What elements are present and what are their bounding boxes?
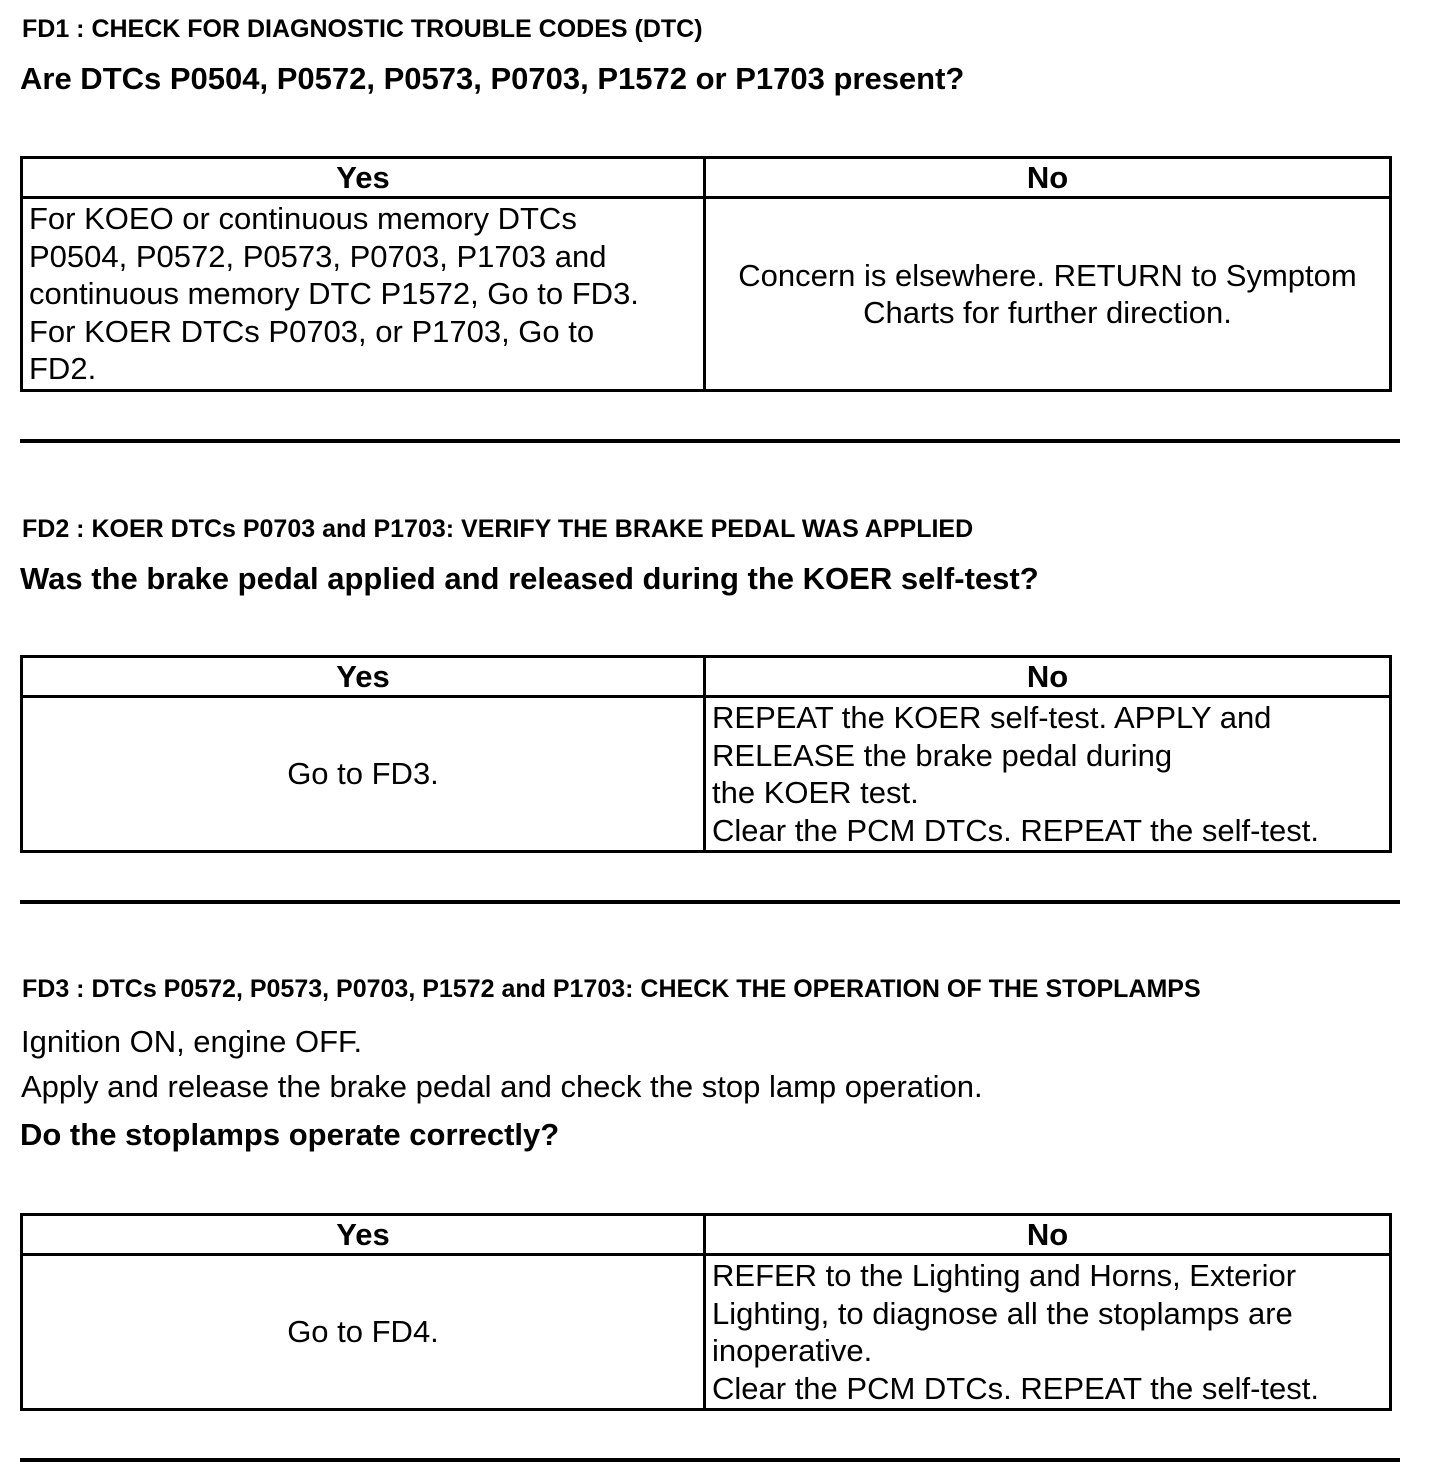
fd2-decision-table [20, 655, 1392, 853]
fd3-instruction-1: Ignition ON, engine OFF. [21, 1024, 363, 1059]
yes-column-header: Yes [22, 1215, 705, 1255]
section-divider [20, 1458, 1400, 1462]
no-column-header: No [705, 1215, 1391, 1255]
fd3-instruction-2: Apply and release the brake pedal and check the stop lamp operation. [21, 1069, 983, 1104]
yes-column-header: Yes [22, 657, 705, 697]
no-column-header: No [705, 657, 1391, 697]
fd1-yes-cell: For KOEO or continuous memory DTCs P0504, P0572, P0573, P0703, P1703 and continuous memory DTC P1572, Go to FD3. For KOER DTCs P0703, or P1703, Go to FD2. [22, 198, 705, 391]
fd2-yes-cell: Go to FD3. [22, 697, 705, 852]
fd1-heading: FD1 : CHECK FOR DIAGNOSTIC TROUBLE CODES (DTC) [22, 15, 703, 43]
fd2-heading: FD2 : KOER DTCs P0703 and P1703: VERIFY THE BRAKE PEDAL WAS APPLIED [22, 515, 974, 543]
fd2-question: Was the brake pedal applied and released during the KOER self-test? [20, 561, 1039, 596]
table-header-row [22, 657, 1391, 697]
section-divider [20, 900, 1400, 904]
fd3-yes-cell: Go to FD4. [22, 1255, 705, 1410]
fd2-no-cell: REPEAT the KOER self-test. APPLY and RELEASE the brake pedal during the KOER test. Clear the PCM DTCs. REPEAT the self-test. [705, 697, 1391, 852]
fd3-heading: FD3 : DTCs P0572, P0573, P0703, P1572 and P1703: CHECK THE OPERATION OF THE STOPLAMPS [22, 975, 1201, 1003]
section-divider [20, 439, 1400, 443]
fd1-question: Are DTCs P0504, P0572, P0573, P0703, P1572 or P1703 present? [20, 61, 965, 96]
fd1-no-cell: Concern is elsewhere. RETURN to Symptom Charts for further direction. [705, 198, 1391, 391]
table-row [22, 1255, 1391, 1410]
fd3-decision-table [20, 1213, 1392, 1411]
table-header-row [22, 158, 1391, 198]
table-row [22, 697, 1391, 852]
fd3-no-cell: REFER to the Lighting and Horns, Exterior Lighting, to diagnose all the stoplamps are inoperative. Clear the PCM DTCs. REPEAT the self-test. [705, 1255, 1391, 1410]
no-column-header: No [705, 158, 1391, 198]
table-row [22, 198, 1391, 391]
fd1-decision-table [20, 156, 1392, 392]
yes-column-header: Yes [22, 158, 705, 198]
fd3-question: Do the stoplamps operate correctly? [20, 1117, 560, 1152]
table-header-row [22, 1215, 1391, 1255]
